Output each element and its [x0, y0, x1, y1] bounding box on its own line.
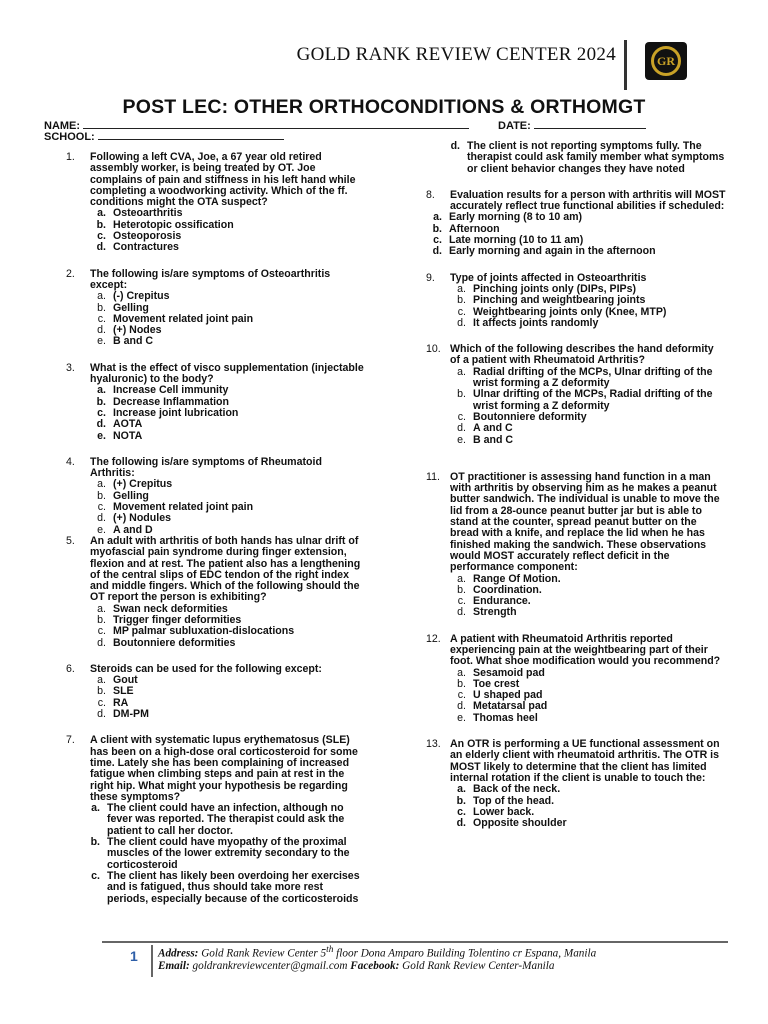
question-text: The following is/are symptoms of Osteoarthritis except: [90, 267, 331, 291]
option-text: Endurance. [473, 595, 531, 608]
option-item[interactable] [450, 318, 726, 329]
option-text: Toe crest [473, 677, 520, 690]
question-text: A patient with Rheumatoid Arthritis reported experiencing pain at the weightbearing part of their foot. What shoe modification would you recommend? [450, 632, 721, 668]
option-letter: b. [432, 222, 442, 235]
option-letter: d. [457, 316, 466, 329]
option-text: Gout [113, 674, 138, 687]
question-text: Following a left CVA, Joe, a 67 year old retired assembly worker, is being treated by OT. Joe complains of pain and stiffness in his left hand while completing a woodworking activity. Which of the ff. conditions might the OTA suspect? [90, 151, 356, 209]
option-text: (+) Nodes [113, 324, 162, 337]
option-text: The client could have myopathy of the proximal muscles of the lower extremity secondary to the corticosteroid [107, 836, 350, 871]
option-letter: a. [97, 602, 106, 615]
option-item[interactable] [90, 336, 366, 347]
option-letter: c. [97, 312, 106, 325]
facebook-text[interactable]: Gold Rank Review Center-Manila [399, 960, 555, 972]
option-item[interactable] [450, 713, 726, 724]
options-list [90, 208, 366, 253]
question-number: 12. [426, 632, 441, 645]
options-list [90, 291, 366, 347]
option-letter: c. [457, 805, 466, 818]
option-text: Thomas heel [473, 711, 538, 724]
question-text: Evaluation results for a person with arthritis will MOST accurately reflect true functional abilities if scheduled: [450, 188, 726, 213]
option-letter: a. [97, 384, 106, 397]
option-letter: d. [457, 606, 466, 619]
date-label: DATE: [498, 120, 531, 132]
option-item[interactable] [450, 784, 726, 795]
footer-contacts [158, 960, 554, 972]
question-number: 13. [426, 738, 441, 751]
option-text: It affects joints randomly [473, 316, 599, 329]
email-text[interactable]: goldrankreviewcenter@gmail.com [189, 960, 351, 972]
option-item[interactable] [90, 709, 366, 720]
option-letter: c. [91, 869, 100, 882]
option-item[interactable] [84, 803, 366, 837]
option-item[interactable] [450, 367, 726, 390]
option-letter: d. [97, 708, 106, 721]
question-7 [66, 735, 366, 803]
question-number: 6. [66, 662, 75, 675]
option-text: Decrease Inflammation [113, 395, 229, 408]
address-text: Gold Rank Review Center 5 [198, 947, 327, 960]
option-letter: a. [97, 290, 106, 303]
option-text: SLE [113, 685, 134, 698]
option-letter: a. [457, 282, 466, 295]
question-number: 10. [426, 343, 441, 356]
option-item[interactable] [90, 385, 366, 396]
name-label: NAME: [44, 120, 81, 132]
logo-emblem-icon: GR [651, 46, 681, 76]
option-text: The client has likely been overdoing her exercises and is fatigued, thus should take more rest periods, especially because of the corticosteroids [107, 869, 360, 905]
option-text: Osteoporosis [113, 230, 182, 243]
option-letter: d. [457, 422, 466, 435]
option-letter: a. [97, 207, 106, 220]
option-letter: d. [450, 140, 460, 152]
options-list [90, 479, 366, 535]
option-item[interactable] [90, 686, 366, 697]
option-letter: b. [457, 294, 466, 307]
question-8 [426, 190, 726, 213]
question-number: 1. [66, 151, 75, 163]
school-label: SCHOOL: [44, 131, 95, 143]
question-text: Steroids can be used for the following except: [90, 662, 322, 675]
question-3 [66, 363, 366, 386]
option-item[interactable] [450, 818, 726, 829]
option-text: Increase joint lubrication [113, 406, 239, 419]
question-number: 5. [66, 534, 75, 547]
gold-rank-logo [645, 42, 687, 80]
question-text: OT practitioner is assessing hand function in a man with arthritis by observing him as he makes a peanut butter sandwich. The individual is unable to move the lid from a 28-ounce peanut butter jar but is able to stand at the counter, spread peanut butter on the bread with a knife, and replace the lid when he has finished making the sandwich. These observations would MOST accurately reflect deficit in the performance component: [450, 470, 720, 574]
option-letter: c. [433, 234, 442, 247]
option-letter: d. [97, 324, 106, 337]
option-letter: b. [457, 388, 466, 401]
option-text: Boutonniere deformity [473, 410, 587, 423]
option-text: Trigger finger deformities [113, 613, 242, 626]
option-text: Increase Cell immunity [113, 384, 229, 397]
option-letter: c. [457, 689, 466, 702]
option-text: Heterotopic ossification [113, 218, 234, 231]
option-text: AOTA [113, 418, 143, 431]
question-6 [66, 664, 366, 675]
option-letter: d. [457, 700, 466, 713]
option-text: Contractures [113, 241, 179, 254]
options-list [450, 668, 726, 724]
option-letter: d. [456, 817, 466, 830]
option-letter: c. [97, 696, 106, 709]
option-text: Afternoon [449, 222, 500, 235]
option-letter: e. [457, 711, 466, 724]
option-text: B and C [473, 433, 514, 446]
question-2 [66, 269, 366, 292]
option-text: Early morning (8 to 10 am) [449, 211, 583, 224]
option-text: Opposite shoulder [473, 817, 567, 830]
option-text: Boutonniere deformities [113, 636, 236, 649]
address-superscript: th [326, 945, 334, 955]
question-number: 4. [66, 455, 75, 468]
option-text: Metatarsal pad [473, 700, 548, 713]
option-text: Sesamoid pad [473, 666, 545, 679]
option-item[interactable] [90, 638, 366, 649]
question-text: Which of the following describes the hand deformity of a patient with Rheumatoid Arthritis? [450, 343, 714, 367]
option-text: Early morning and again in the afternoon [449, 245, 656, 258]
options-list [90, 385, 366, 441]
question-text: Type of joints affected in Osteoarthritis [450, 271, 647, 284]
option-text: (+) Nodules [113, 512, 171, 525]
question-number: 3. [66, 361, 75, 374]
option-letter: a. [457, 572, 466, 585]
option-item[interactable] [90, 419, 366, 430]
option-item[interactable] [450, 423, 726, 434]
question-text: What is the effect of visco supplementation (injectable hyaluronic) to the body? [90, 361, 364, 386]
option-letter: a. [433, 211, 442, 224]
option-item[interactable] [450, 389, 726, 412]
option-text: Late morning (10 to 11 am) [449, 234, 584, 247]
option-item[interactable] [450, 435, 726, 446]
option-text: Gelling [113, 301, 149, 314]
footer-vertical-divider [151, 945, 153, 977]
option-text: Weightbearing joints only (Knee, MTP) [473, 305, 667, 318]
school-field [44, 130, 284, 143]
option-letter: a. [457, 666, 466, 679]
option-letter: a. [97, 478, 106, 491]
option-letter: b. [97, 685, 106, 698]
option-text: Pinching joints only (DIPs, PIPs) [473, 282, 637, 295]
question-number: 9. [426, 271, 435, 284]
option-text: Pinching and weightbearing joints [473, 294, 646, 307]
date-field [498, 119, 646, 132]
option-text: Range Of Motion. [473, 572, 561, 585]
option-item[interactable] [90, 242, 366, 253]
option-item[interactable] [444, 141, 726, 175]
option-text: B and C [113, 335, 154, 348]
option-text: (+) Crepitus [113, 478, 173, 491]
option-letter: c. [97, 625, 106, 638]
address-rest: floor Dona Amparo Building Tolentino cr Espana, Manila [333, 947, 597, 960]
option-letter: d. [97, 512, 106, 525]
option-letter: c. [97, 406, 106, 419]
option-letter: b. [457, 583, 466, 596]
email-label: Email: [158, 960, 190, 972]
question-text: A client with systematic lupus erythematosus (SLE) has been on a high-dose oral corticosteroid for some time. Lately she has been complaining of increased fatigue when climbing steps and pain at rest in the right hip. What might your hypothesis be regarding these symptoms? [90, 734, 358, 803]
option-text: Swan neck deformities [113, 602, 228, 615]
address-label: Address: [158, 947, 199, 960]
question-text: An adult with arthritis of both hands has ulnar drift of myofascial pain syndrome during finger extension, flexion and at rest. The patient also has a lengthening of the central slips of EDC tendon of the right index and middle fingers. Which of the following should the OT report the person is exhibiting? [90, 534, 361, 604]
option-item[interactable] [90, 513, 366, 524]
header-divider [624, 40, 627, 90]
option-letter: b. [90, 836, 100, 849]
option-letter: b. [456, 794, 466, 807]
option-letter: d. [96, 241, 106, 254]
options-list [450, 284, 726, 329]
option-item[interactable] [90, 626, 366, 637]
facebook-label: Facebook: [350, 960, 400, 972]
option-item[interactable] [90, 431, 366, 442]
options-list [90, 675, 366, 720]
option-text: Osteoarthritis [113, 207, 183, 220]
option-letter: b. [96, 395, 106, 408]
option-text: Ulnar drifting of the MCPs, Radial drifting of the wrist forming a Z deformity [473, 388, 713, 412]
school-blank[interactable] [98, 130, 284, 140]
option-item[interactable] [84, 837, 366, 871]
option-text: Back of the neck. [473, 783, 561, 796]
footer-divider [102, 941, 728, 943]
questions-right-column [426, 141, 726, 829]
option-text: The client is not reporting symptoms fully. The therapist could ask family member what symptoms or client behavior changes they have noted [467, 140, 725, 175]
option-letter: b. [97, 489, 106, 502]
option-text: DM-PM [113, 708, 149, 721]
option-text: (-) Crepitus [113, 290, 170, 303]
options-list-continued [444, 141, 726, 175]
option-letter: d. [97, 636, 106, 649]
option-text: Movement related joint pain [113, 501, 254, 514]
option-text: Strength [473, 606, 517, 619]
option-letter: a. [457, 365, 466, 378]
footer-address [158, 945, 596, 960]
option-text: Movement related joint pain [113, 312, 254, 325]
option-letter: c. [457, 305, 466, 318]
question-number: 8. [426, 188, 435, 201]
question-1 [66, 152, 366, 208]
question-11 [426, 472, 726, 574]
option-text: NOTA [113, 429, 143, 442]
option-letter: e. [457, 433, 466, 446]
option-text: A and D [113, 523, 153, 536]
question-5 [66, 536, 366, 604]
option-text: Lower back. [473, 805, 535, 818]
option-letter: e. [97, 429, 106, 442]
options-list [84, 803, 366, 905]
options-list [426, 212, 726, 257]
option-text: RA [113, 696, 129, 709]
option-text: The client could have an infection, although no fever was reported. The therapist could ask the patient to call her doctor. [107, 802, 345, 837]
option-item[interactable] [450, 295, 726, 306]
option-text: MP palmar subluxation-dislocations [113, 625, 295, 638]
question-text: The following is/are symptoms of Rheumatoid Arthritis: [90, 455, 322, 480]
option-letter: b. [96, 218, 106, 231]
option-item[interactable] [84, 871, 366, 905]
option-item[interactable] [450, 607, 726, 618]
options-list [90, 604, 366, 649]
question-number: 7. [66, 734, 75, 747]
option-letter: c. [457, 410, 466, 423]
option-text: Gelling [113, 489, 149, 502]
question-13 [426, 739, 726, 784]
option-letter: a. [97, 674, 106, 687]
option-letter: e. [97, 335, 106, 348]
options-list [450, 574, 726, 619]
option-letter: d. [432, 245, 442, 258]
option-letter: b. [97, 301, 106, 314]
option-letter: b. [97, 613, 106, 626]
header-title: GOLD RANK REVIEW CENTER 2024 [296, 44, 616, 65]
option-letter: c. [457, 595, 466, 608]
option-text: A and C [473, 422, 513, 435]
option-item[interactable] [90, 291, 366, 302]
option-letter: e. [97, 523, 106, 536]
option-letter: a. [91, 802, 100, 815]
option-text: Coordination. [473, 583, 542, 596]
page-number: 1 [130, 948, 138, 964]
question-number: 2. [66, 267, 75, 280]
option-letter: d. [96, 418, 106, 431]
date-blank[interactable] [534, 119, 646, 129]
option-item[interactable] [426, 246, 726, 257]
question-10 [426, 344, 726, 367]
question-4 [66, 457, 366, 480]
option-text: U shaped pad [473, 689, 543, 702]
question-number: 11. [426, 470, 440, 483]
options-list [450, 784, 726, 829]
option-letter: b. [457, 677, 466, 690]
options-list [450, 367, 726, 446]
option-text: Top of the head. [473, 794, 555, 807]
option-letter: c. [97, 501, 106, 514]
questions-left-column [66, 152, 366, 905]
question-text: An OTR is performing a UE functional assessment on an elderly client with rheumatoid arthritis. The OTR is MOST likely to determine that the client has limited internal rotation if the client is unable to touch the: [450, 738, 720, 784]
document-title: POST LEC: OTHER ORTHOCONDITIONS & ORTHOMGT [122, 96, 646, 118]
name-blank[interactable] [83, 119, 469, 129]
question-12 [426, 634, 726, 668]
option-letter: a. [457, 783, 466, 796]
option-letter: c. [97, 230, 106, 243]
option-text: Radial drifting of the MCPs, Ulnar drifting of the wrist forming a Z deformity [473, 365, 713, 390]
